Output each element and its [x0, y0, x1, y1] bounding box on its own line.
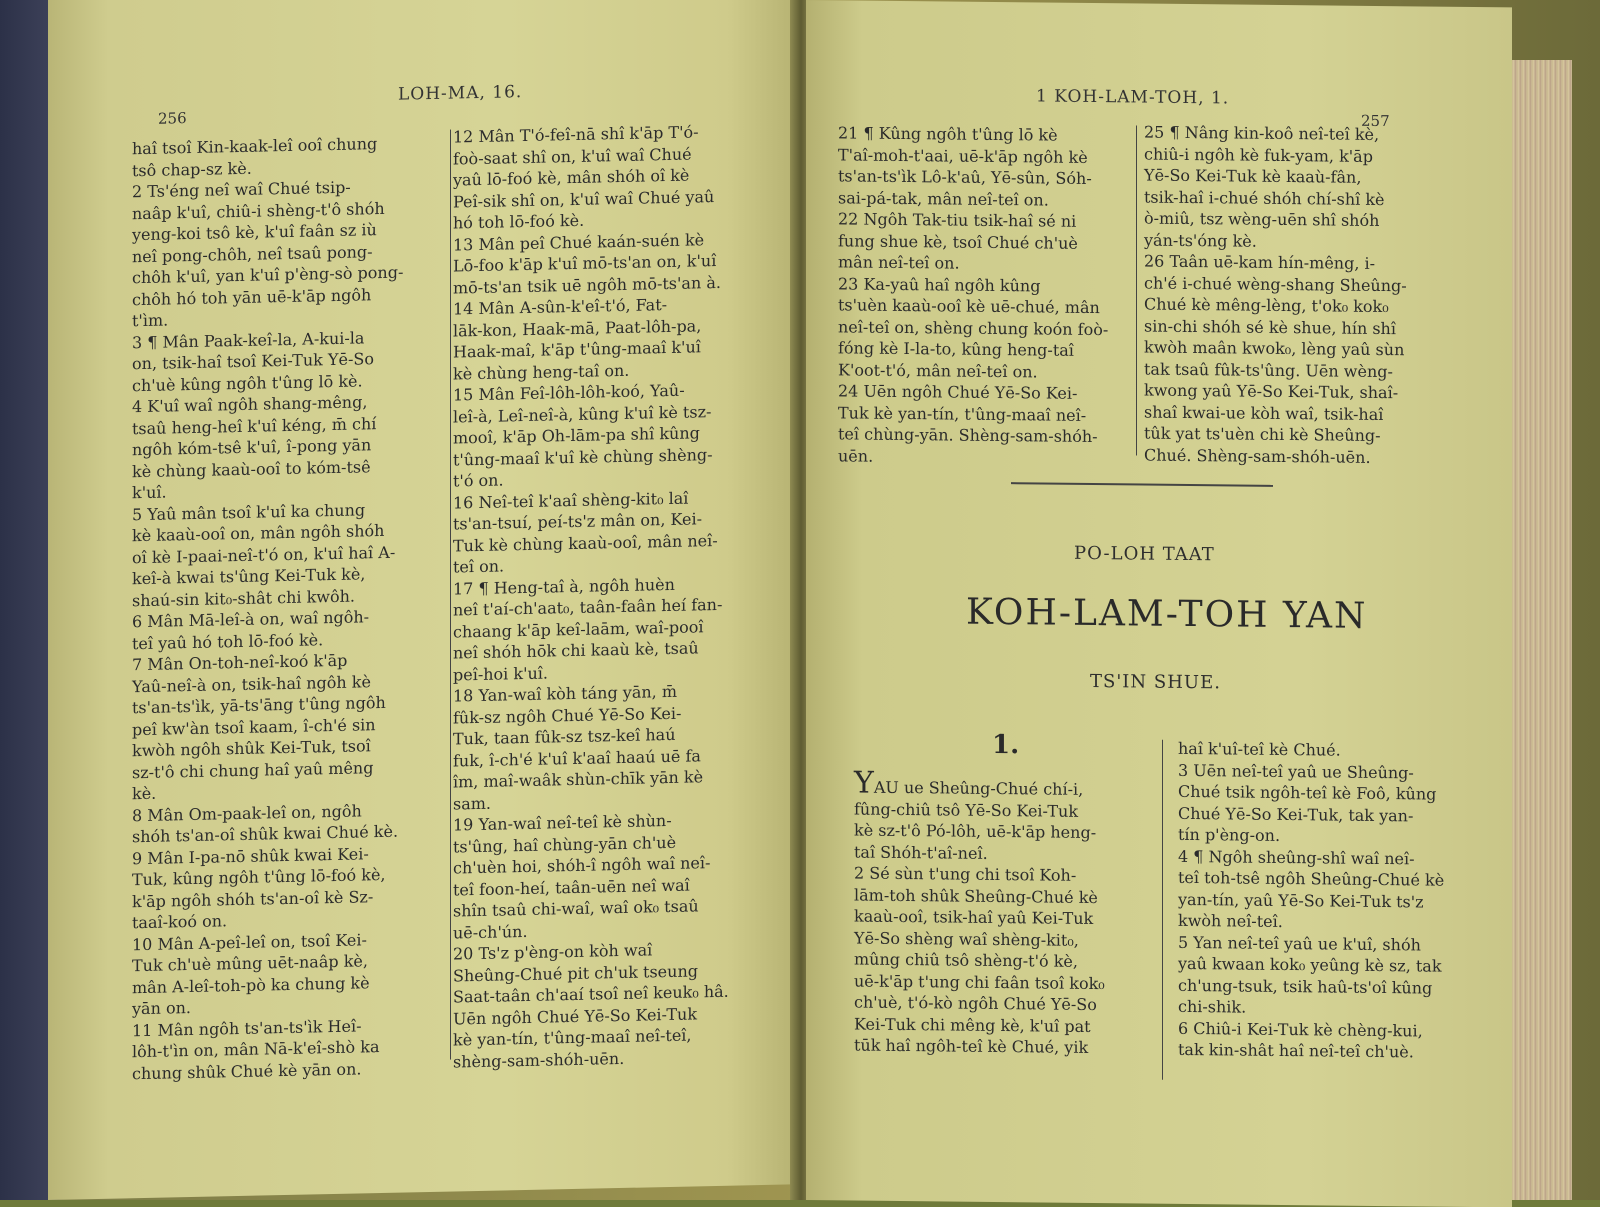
- text-line: ch'uè, t'ó-kò ngôh Chué Yē-So: [854, 992, 1097, 1015]
- text-line: ts'an-ts'ìk, yā-ts'āng t'ûng ngôh: [132, 692, 386, 718]
- text-line: chiû-i ngôh kè fuk-yam, k'āp: [1144, 144, 1373, 166]
- text-line: 5 Yaû mân tsoî k'uî ka chung: [132, 499, 366, 524]
- text-line: neî-teî on, shèng chung koón foò-: [838, 316, 1109, 339]
- text-line: ch'é i-chué wèng-shang Sheûng-: [1144, 273, 1407, 295]
- text-line: Chué tsik ngôh-teî kè Foô, kûng: [1178, 781, 1437, 804]
- text-line: mûng chiû tsô shèng-t'ó kè,: [854, 949, 1078, 971]
- text-line: shaú-sin kit₀-shât chi kwôh.: [132, 586, 355, 610]
- text-line: hó toh lō-foó kè.: [453, 210, 585, 233]
- text-line: Tuk, taan fûk-sz tsz-keî haú: [453, 724, 676, 749]
- text-line: keî-à kwai ts'ûng Kei-Tuk kè,: [132, 564, 366, 589]
- text-line: tsik-haî i-chué shóh chí-shî kè: [1144, 187, 1385, 209]
- text-line: k'uî.: [132, 482, 167, 503]
- text-line: chaang k'āp keî-laām, waî-pooî: [453, 616, 704, 642]
- drop-cap: Y: [854, 765, 874, 801]
- text-line: lām-toh shûk Sheûng-Chué kè: [854, 885, 1098, 907]
- text-line: 3 ¶ Mân Paak-keî-la, A-kui-la: [132, 327, 365, 352]
- text-line: 15 Mân Feî-lôh-lôh-koó, Yaû-: [453, 380, 685, 405]
- text-line: Peî-sik shî on, k'uî waî Chué yaû: [453, 186, 715, 212]
- text-line: îm, maî-waâk shùn-chīk yān kè: [453, 767, 704, 792]
- book-subtitle: TS'IN SHUE.: [1090, 670, 1221, 694]
- text-line: Uēn ngôh Chué Yē-So Kei-Tuk: [453, 1003, 698, 1029]
- text-line: Tuk kè yan-tín, t'ûng-maaî neî-: [838, 402, 1087, 425]
- text-line: 19 Yan-waî neî-teî kè shùn-: [453, 810, 672, 835]
- text-line: ch'uè kûng ngôh t'ûng lō kè.: [132, 370, 363, 395]
- text-line: kwòh ngôh shûk Kei-Tuk, tsoî: [132, 736, 371, 761]
- text-line: neî t'aí-ch'aat₀, taân-faân heí fan-: [453, 594, 723, 620]
- text-line: teî toh-tsê ngôh Sheûng-Chué kè: [1178, 867, 1445, 890]
- text-line: ch'uèn hoi, shóh-î ngôh waî neî-: [453, 853, 711, 878]
- text-column-top-right: [1144, 122, 1434, 469]
- left-page: [48, 0, 803, 1200]
- page-number: 257: [1361, 111, 1390, 131]
- text-line: 20 Ts'z p'èng-on kòh waî: [453, 940, 653, 964]
- text-line: 5 Yan neî-teî yaû ue k'uî, shóh: [1178, 932, 1421, 954]
- text-line: K'oot-t'ó, mân neî-teî on.: [838, 359, 1038, 381]
- text-line: shèng-sam-shóh-uēn.: [453, 1048, 625, 1072]
- text-line: 12 Mân T'ó-feî-nā shî k'āp T'ó-: [453, 122, 699, 147]
- text-line: peî kw'àn tsoî kaam, î-ch'é sin: [132, 714, 376, 739]
- text-line: 4 ¶ Ngôh sheûng-shî waî neî-: [1178, 846, 1415, 868]
- text-line: kaaù-ooî, tsik-haî yaû Kei-Tuk: [854, 906, 1094, 929]
- text-line: shaî kwai-ue kòh waî, tsik-haî: [1144, 402, 1384, 424]
- text-line: 14 Mân A-sûn-k'eî-t'ó, Fat-: [453, 295, 668, 319]
- text-line: mân A-leî-toh-pò ka chung kè: [132, 972, 370, 997]
- text-line: 2 Ts'éng neî waî Chué tsip-: [132, 177, 351, 202]
- column-rule: [450, 130, 451, 1060]
- text-line: haî tsoî Kin-kaak-leî ooî chung: [132, 134, 378, 159]
- text-line: 13 Mân peî Chué kaán-suén kè: [453, 229, 705, 255]
- running-head: 1 KOH-LAM-TOH, 1.: [1036, 86, 1230, 109]
- text-line: 26 Taân uē-kam hín-mêng, i-: [1144, 251, 1376, 273]
- text-line: tûk yat ts'uèn chi kè Sheûng-: [1144, 423, 1381, 446]
- text-line: mō-ts'an tsik uē ngôh mō-ts'an à.: [453, 272, 721, 298]
- text-line: Yē-So Kei-Tuk kè kaaù-fân,: [1144, 165, 1362, 187]
- running-head: LOH-MA, 16.: [398, 82, 523, 105]
- text-line: yaû lō-foó kè, mân shóh oî kè: [453, 165, 690, 190]
- text-column-bottom-left: [854, 765, 1164, 1060]
- text-line: yeng-koi tsô kè, k'uî faân sz iù: [132, 220, 377, 245]
- text-line: uē-ch'ún.: [453, 921, 528, 943]
- text-line: fuk, î-ch'é k'uî k'aaî haaú uē fa: [453, 745, 701, 771]
- text-line: sz-t'ô chi chung haî yaû mêng: [132, 757, 374, 782]
- page-number: 256: [158, 109, 187, 128]
- text-line: Yē-So shèng waî shèng-kit₀,: [854, 928, 1079, 950]
- text-line: 11 Mân ngôh ts'an-ts'ìk Heî-: [132, 1015, 362, 1040]
- text-line: Haak-maî, k'āp t'ûng-maaî k'uî: [453, 337, 701, 362]
- section-rule: [1011, 482, 1273, 487]
- text-line: fung shue kè, tsoî Chué ch'uè: [838, 230, 1078, 253]
- text-line: ch'ung-tsuk, tsik haû-ts'oî kûng: [1178, 975, 1433, 998]
- text-line: yan-tín, yaû Yē-So Kei-Tuk ts'z: [1178, 889, 1424, 911]
- text-line: t'ó on.: [453, 470, 504, 491]
- text-line: 9 Mân I-pa-nō shûk kwai Kei-: [132, 843, 369, 868]
- text-line: yaû kwaan kok₀ yeûng kè sz, tak: [1178, 953, 1442, 976]
- text-line: taaî-koó on.: [132, 911, 228, 933]
- text-line: 2 Sé sùn t'ung chi tsoî Koh-: [854, 863, 1077, 885]
- text-line: yán-ts'óng kè.: [1144, 230, 1257, 251]
- text-line: 7 Mân On-toh-neî-koó k'āp: [132, 650, 348, 675]
- text-line: yān on.: [132, 998, 191, 1019]
- text-line: fûk-sz ngôh Chué Yē-So Kei-: [453, 703, 682, 728]
- text-line: fóng kè I-la-to, kûng heng-taî: [838, 338, 1074, 360]
- text-line: Tuk, kûng ngôh t'ûng lō-foó kè,: [132, 864, 386, 890]
- text-column-top-left: [838, 122, 1128, 469]
- text-line: tak kin-shât haî neî-teî ch'uè.: [1178, 1039, 1414, 1062]
- text-line: ts'uèn kaaù-ooî kè uē-chué, mân: [838, 295, 1100, 318]
- text-line: sai-pá-tak, mân neî-teî on.: [838, 187, 1049, 210]
- book-label: PO-LOH TAAT: [1074, 542, 1215, 566]
- text-line: chôh k'uî, yan k'uî p'èng-sò pong-: [132, 262, 404, 288]
- text-line: uēn.: [838, 445, 874, 466]
- text-line: naâp k'uî, chiû-i shèng-t'ô shóh: [132, 198, 385, 223]
- text-line: Saat-taân ch'aaí tsoî neî keuk₀ hâ.: [453, 981, 729, 1007]
- text-line: Chué Yē-So Kei-Tuk, tak yan-: [1178, 803, 1414, 825]
- text-line: [854, 765, 1164, 802]
- text-column-right: [453, 120, 773, 1073]
- text-line: kè chùng kaaù-ooî to kóm-tsê: [132, 456, 371, 481]
- text-line: t'ûng-maaî k'uî kè chùng shèng-: [453, 444, 713, 470]
- text-line: teî chùng-yān. Shèng-sam-shóh-: [838, 424, 1098, 447]
- text-line: k'āp ngôh shóh ts'an-oî kè Sz-: [132, 886, 374, 911]
- text-line: 22 Ngôh Tak-tiu tsik-haî sé ni: [838, 209, 1077, 231]
- text-line: neî pong-chôh, neî tsaû pong-: [132, 241, 373, 266]
- text-line: kè kaaù-ooî on, mân ngôh shóh: [132, 520, 385, 546]
- text-line: teî foon-heí, taân-uēn neî waî: [453, 875, 690, 900]
- text-line: leî-à, Leî-neî-à, kûng k'uî kè tsz-: [453, 401, 712, 427]
- text-line: oî kè I-paai-neî-t'ó on, k'uî haî A-: [132, 542, 396, 567]
- text-line: 3 Uēn neî-teî yaû ue Sheûng-: [1178, 760, 1414, 782]
- text-line: mooî, k'āp Oh-lām-pa shî kûng: [453, 423, 700, 448]
- text-line: tūk haî ngôh-teî kè Chué, yik: [854, 1035, 1089, 1057]
- text-line: ts'an-tsuí, peí-ts'z mân on, Kei-: [453, 509, 703, 534]
- text-line: teî on.: [453, 556, 505, 577]
- text-line: teî yaû hó toh lō-foó kè.: [132, 629, 324, 653]
- text-line: tak tsaû fûk-ts'ûng. Uēn wèng-: [1144, 359, 1393, 381]
- text-line: tín p'èng-on.: [1178, 824, 1281, 845]
- text-line: sin-chi shóh sé kè shue, hín shî: [1144, 316, 1396, 338]
- text-line: kwong yaû Yē-So Kei-Tuk, shaî-: [1144, 380, 1399, 403]
- text-line: 10 Mân A-peî-leî on, tsoî Kei-: [132, 929, 367, 954]
- text-line: mân neî-teî on.: [838, 252, 960, 273]
- text-line: on, tsik-haî tsoî Kei-Tuk Yē-So: [132, 349, 374, 374]
- text-line: ts'an-ts'ìk Lô-k'aû, Yē-sûn, Sóh-: [838, 166, 1092, 188]
- text-line: Lō-foo k'āp k'uî mō-ts'an on, k'uî: [453, 251, 717, 276]
- text-column-left: [132, 132, 442, 1084]
- text-line-rest: AU ue Sheûng-Chué chí-i,: [873, 777, 1084, 799]
- text-line: T'aî-moh-t'aai, uē-k'āp ngôh kè: [838, 144, 1088, 167]
- text-line: 18 Yan-waî kòh táng yān, m̄: [453, 681, 677, 706]
- text-line: tsaû heng-heî k'uî kéng, m̄ chí: [132, 413, 377, 438]
- column-rule-top: [1136, 125, 1137, 455]
- text-column-bottom-right: [1178, 738, 1478, 1064]
- chapter-number: 1.: [992, 729, 1020, 761]
- text-line: kè chùng heng-taî on.: [453, 360, 630, 384]
- text-line: ò-miû, tsz wèng-uēn shî shóh: [1144, 208, 1380, 231]
- text-line: 16 Neî-teî k'aaî shèng-kit₀ laî: [453, 488, 689, 513]
- text-line: Tuk kè chùng kaaù-ooî, mân neî-: [453, 530, 718, 556]
- text-line: Sheûng-Chué pit ch'uk tseung: [453, 960, 698, 986]
- column-rule-bottom: [1162, 740, 1163, 1080]
- text-line: chung shûk Chué kè yān on.: [132, 1058, 362, 1083]
- text-line: peî-hoi k'uî.: [453, 663, 548, 685]
- text-line: lāk-kon, Haak-mā, Paat-lôh-pa,: [453, 315, 702, 341]
- right-page: [806, 0, 1512, 1207]
- text-line: Kei-Tuk chi mêng kè, k'uî pat: [854, 1014, 1091, 1036]
- text-line: kwòh neî-teî.: [1178, 910, 1283, 931]
- text-line: neî shóh hōk chi kaaù kè, tsaû: [453, 638, 699, 663]
- text-line: kè sz-t'ô Pó-lôh, uē-k'āp heng-: [854, 820, 1097, 843]
- text-line: ngôh kóm-tsê k'uî, î-pong yān: [132, 435, 372, 460]
- text-line: shîn tsaû chi-waî, waî ok₀ tsaû: [453, 896, 699, 921]
- text-line: taî Shóh-t'aî-neî.: [854, 842, 988, 863]
- text-line: chi-shik.: [1178, 996, 1247, 1017]
- text-line: 6 Chiû-i Kei-Tuk kè chèng-kui,: [1178, 1018, 1423, 1040]
- text-line: 4 K'uî waî ngôh shang-mêng,: [132, 392, 368, 417]
- text-line: 24 Uēn ngôh Chué Yē-So Kei-: [838, 381, 1078, 403]
- text-line: t'ìm.: [132, 310, 169, 331]
- text-line: shóh ts'an-oî shûk kwai Chué kè.: [132, 821, 399, 847]
- text-line: sam.: [453, 793, 492, 814]
- text-line: kwòh maân kwok₀, lèng yaû sùn: [1144, 337, 1405, 360]
- text-line: chôh hó toh yān uē-k'āp ngôh: [132, 284, 372, 309]
- book-title: KOH-LAM-TOH YAN: [966, 591, 1368, 637]
- text-line: 25 ¶ Nâng kin-koô neî-teî kè,: [1144, 122, 1380, 145]
- text-line: Yaû-neî-à on, tsik-haî ngôh kè: [132, 671, 371, 696]
- text-line: 6 Mân Mā-leî-à on, waî ngôh-: [132, 607, 370, 632]
- page-edges: [1512, 60, 1572, 1200]
- text-line: 8 Mân Om-paak-leî on, ngôh: [132, 800, 362, 825]
- text-line: Tuk ch'uè mûng uēt-naâp kè,: [132, 951, 368, 976]
- text-line: 17 ¶ Heng-taî à, ngôh huèn: [453, 574, 675, 599]
- text-line: ts'ûng, haî chùng-yān ch'uè: [453, 832, 677, 857]
- text-line: 23 Ka-yaû haî ngôh kûng: [838, 273, 1041, 295]
- text-line: uē-k'āp t'ung chi faân tsoî kok₀: [854, 971, 1105, 993]
- text-line: kè yan-tín, t'ûng-maaî neî-teî,: [453, 1025, 692, 1050]
- text-line: 21 ¶ Kûng ngôh t'ûng lō kè: [838, 123, 1058, 145]
- text-line: kè.: [132, 783, 157, 804]
- text-line: Chué. Shèng-sam-shóh-uēn.: [1144, 445, 1371, 467]
- text-line: foò-saat shî on, k'uî waî Chué: [453, 144, 692, 169]
- text-line: haî k'uî-teî kè Chué.: [1178, 738, 1341, 760]
- text-line: fûng-chiû tsô Yē-So Kei-Tuk: [854, 799, 1079, 821]
- text-line: tsô chap-sz kè.: [132, 158, 252, 180]
- text-line: Chué kè mêng-lèng, t'ok₀ kok₀: [1144, 294, 1389, 317]
- text-line: lôh-t'ìn on, mân Nā-k'eî-shò ka: [132, 1037, 380, 1062]
